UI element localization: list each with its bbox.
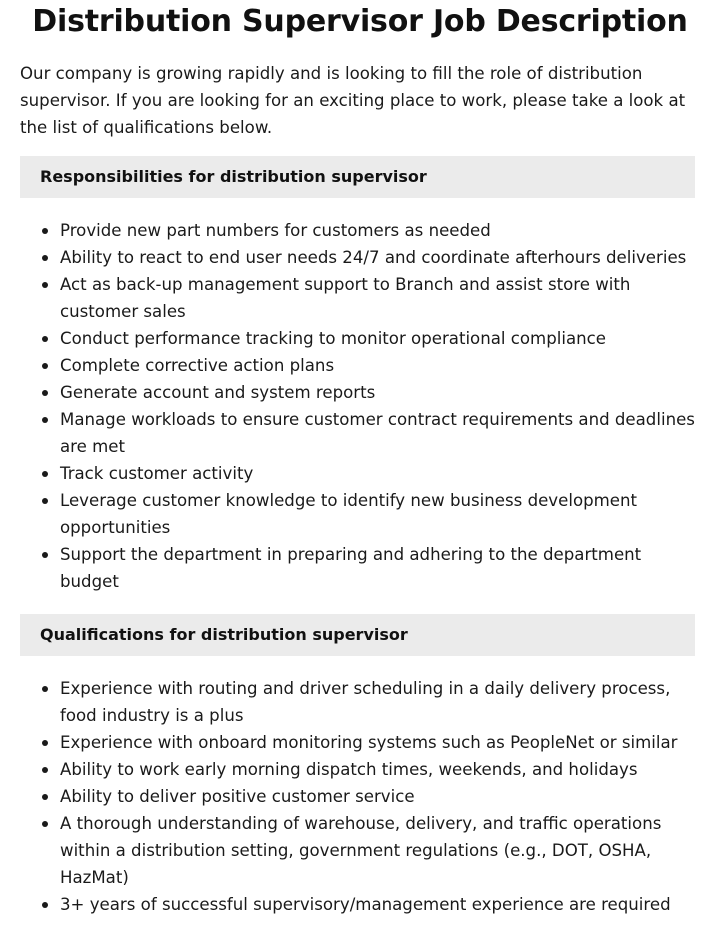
intro-paragraph: Our company is growing rapidly and is looking to fill the role of distribution supervisor. If you are looking for an exciting place to work, please take a look at the list of qualifications below.: [20, 64, 686, 137]
list-item: [60, 325, 695, 352]
list-item-text: Complete corrective action plans: [60, 356, 335, 375]
list-item-text: Generate account and system reports: [60, 383, 376, 402]
bullet-icon: [42, 363, 48, 369]
bullet-icon: [42, 282, 48, 288]
list-item: [60, 352, 695, 379]
list-item: [60, 379, 695, 406]
bullet-icon: [42, 336, 48, 342]
list-item: [60, 460, 695, 487]
list-item: [60, 891, 695, 918]
qualifications-list: [20, 675, 695, 918]
list-item: [60, 244, 695, 271]
list-item-text: Support the department in preparing and adhering to the department budget: [60, 545, 642, 591]
list-item-text: Act as back-up management support to Branch and assist store with customer sales: [60, 275, 631, 321]
list-item-text: Conduct performance tracking to monitor operational compliance: [60, 329, 606, 348]
list-item: [60, 406, 695, 460]
bullet-icon: [42, 390, 48, 396]
list-item-text: Ability to react to end user needs 24/7 and coordinate afterhours deliveries: [60, 248, 687, 267]
list-item-text: Experience with onboard monitoring systems such as PeopleNet or similar: [60, 733, 678, 752]
bullet-icon: [42, 552, 48, 558]
list-item: [60, 756, 695, 783]
list-item-text: Ability to work early morning dispatch times, weekends, and holidays: [60, 760, 638, 779]
list-item-text: A thorough understanding of warehouse, delivery, and traffic operations within a distribution setting, government regulations (e.g., DOT, OSHA, HazMat): [60, 814, 662, 887]
qualifications-heading: Qualifications for distribution supervisor: [20, 614, 695, 656]
bullet-icon: [42, 686, 48, 692]
bullet-icon: [42, 471, 48, 477]
list-item-text: Experience with routing and driver scheduling in a daily delivery process, food industry is a plus: [60, 679, 671, 725]
list-item: [60, 541, 695, 595]
bullet-icon: [42, 228, 48, 234]
list-item-text: Ability to deliver positive customer service: [60, 787, 415, 806]
bullet-icon: [42, 902, 48, 908]
list-item: [60, 487, 695, 541]
bullet-icon: [42, 794, 48, 800]
list-item: [60, 729, 695, 756]
list-item-text: Manage workloads to ensure customer contract requirements and deadlines are met: [60, 410, 695, 456]
list-item: [60, 675, 695, 729]
list-item-text: Provide new part numbers for customers as needed: [60, 221, 491, 240]
bullet-icon: [42, 740, 48, 746]
list-item-text: Track customer activity: [60, 464, 254, 483]
bullet-icon: [42, 498, 48, 504]
list-item: [60, 217, 695, 244]
page-title: Distribution Supervisor Job Description: [32, 4, 688, 39]
list-item: [60, 783, 695, 810]
bullet-icon: [42, 767, 48, 773]
list-item: [60, 271, 695, 325]
list-item-text: 3+ years of successful supervisory/management experience are required: [60, 895, 671, 914]
bullet-icon: [42, 417, 48, 423]
bullet-icon: [42, 821, 48, 827]
list-item-text: Leverage customer knowledge to identify new business development opportunities: [60, 491, 638, 537]
responsibilities-list: [20, 217, 695, 595]
bullet-icon: [42, 255, 48, 261]
list-item: [60, 810, 695, 891]
responsibilities-heading: Responsibilities for distribution supervisor: [20, 156, 695, 198]
